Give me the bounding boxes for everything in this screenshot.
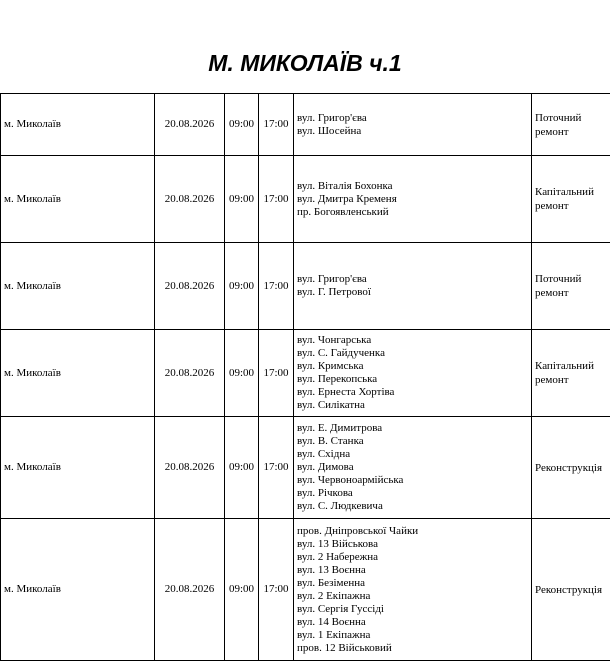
work-type-cell [532,330,610,417]
date-cell: 20.08.2026 [155,243,225,330]
street-name: пров. Дніпровської Чайки [297,525,528,538]
work-type-label: Реконструкція [535,461,605,475]
start-time-cell: 09:00 [225,94,259,156]
street-name: пр. Богоявленський [297,206,528,219]
street-name: вул. Григор'єва [297,112,528,125]
street-name: вул. Чонгарська [297,334,528,347]
street-name: вул. Червоноармійська [297,474,528,487]
date-cell: 20.08.2026 [155,417,225,519]
city-cell: м. Миколаїв [1,94,155,156]
date-cell: 20.08.2026 [155,519,225,661]
street-name: вул. Перекопська [297,373,528,386]
streets-cell [294,519,532,661]
street-name: вул. Григор'єва [297,273,528,286]
street-name: вул. 2 Екіпажна [297,590,528,603]
streets-cell [294,94,532,156]
street-name: вул. С. Людкевича [297,500,528,513]
city-cell: м. Миколаїв [1,519,155,661]
table-row [1,417,610,519]
work-type-label: Реконструкція [535,583,605,597]
street-name: вул. Сергія Гуссіді [297,603,528,616]
date-cell: 20.08.2026 [155,330,225,417]
start-time-cell: 09:00 [225,519,259,661]
start-time-cell: 09:00 [225,243,259,330]
city-cell: м. Миколаїв [1,243,155,330]
end-time-cell: 17:00 [259,417,294,519]
street-name: вул. Кримська [297,360,528,373]
street-name: вул. 13 Воєнна [297,564,528,577]
street-name: вул. Східна [297,448,528,461]
start-time-cell: 09:00 [225,156,259,243]
street-name: вул. В. Станка [297,435,528,448]
work-type-cell [532,94,610,156]
city-cell: м. Миколаїв [1,417,155,519]
street-name: вул. Димова [297,461,528,474]
streets-cell [294,417,532,519]
street-name: вул. 1 Екіпажна [297,629,528,642]
street-name: пров. 12 Військовий [297,642,528,655]
start-time-cell: 09:00 [225,417,259,519]
outage-schedule-table [0,93,610,661]
street-name: вул. Віталія Бохонка [297,180,528,193]
table-row [1,156,610,243]
city-cell: м. Миколаїв [1,156,155,243]
work-type-label: Поточний ремонт [535,272,605,300]
end-time-cell: 17:00 [259,156,294,243]
start-time-cell: 09:00 [225,330,259,417]
streets-cell [294,156,532,243]
city-cell: м. Миколаїв [1,330,155,417]
street-name: вул. 13 Військова [297,538,528,551]
table-row [1,519,610,661]
street-name: вул. Річкова [297,487,528,500]
page-title: М. МИКОЛАЇВ ч.1 [0,48,610,78]
work-type-cell [532,417,610,519]
streets-cell [294,330,532,417]
table-row [1,94,610,156]
date-cell: 20.08.2026 [155,156,225,243]
end-time-cell: 17:00 [259,243,294,330]
work-type-cell [532,156,610,243]
table-row [1,243,610,330]
street-name: вул. Силікатна [297,399,528,412]
work-type-cell [532,243,610,330]
street-name: вул. Г. Петрової [297,286,528,299]
work-type-label: Капітальний ремонт [535,185,605,213]
end-time-cell: 17:00 [259,94,294,156]
street-name: вул. Дмитра Кременя [297,193,528,206]
street-name: вул. 14 Воєнна [297,616,528,629]
work-type-label: Капітальний ремонт [535,359,605,387]
date-cell: 20.08.2026 [155,94,225,156]
street-name: вул. С. Гайдученка [297,347,528,360]
work-type-label: Поточний ремонт [535,111,605,139]
end-time-cell: 17:00 [259,330,294,417]
table-row [1,330,610,417]
street-name: вул. 2 Набережна [297,551,528,564]
street-name: вул. Безіменна [297,577,528,590]
end-time-cell: 17:00 [259,519,294,661]
street-name: вул. Шосейна [297,125,528,138]
streets-cell [294,243,532,330]
street-name: вул. Ернеста Хортіва [297,386,528,399]
street-name: вул. Е. Димитрова [297,422,528,435]
schedule-body [1,94,610,661]
work-type-cell [532,519,610,661]
